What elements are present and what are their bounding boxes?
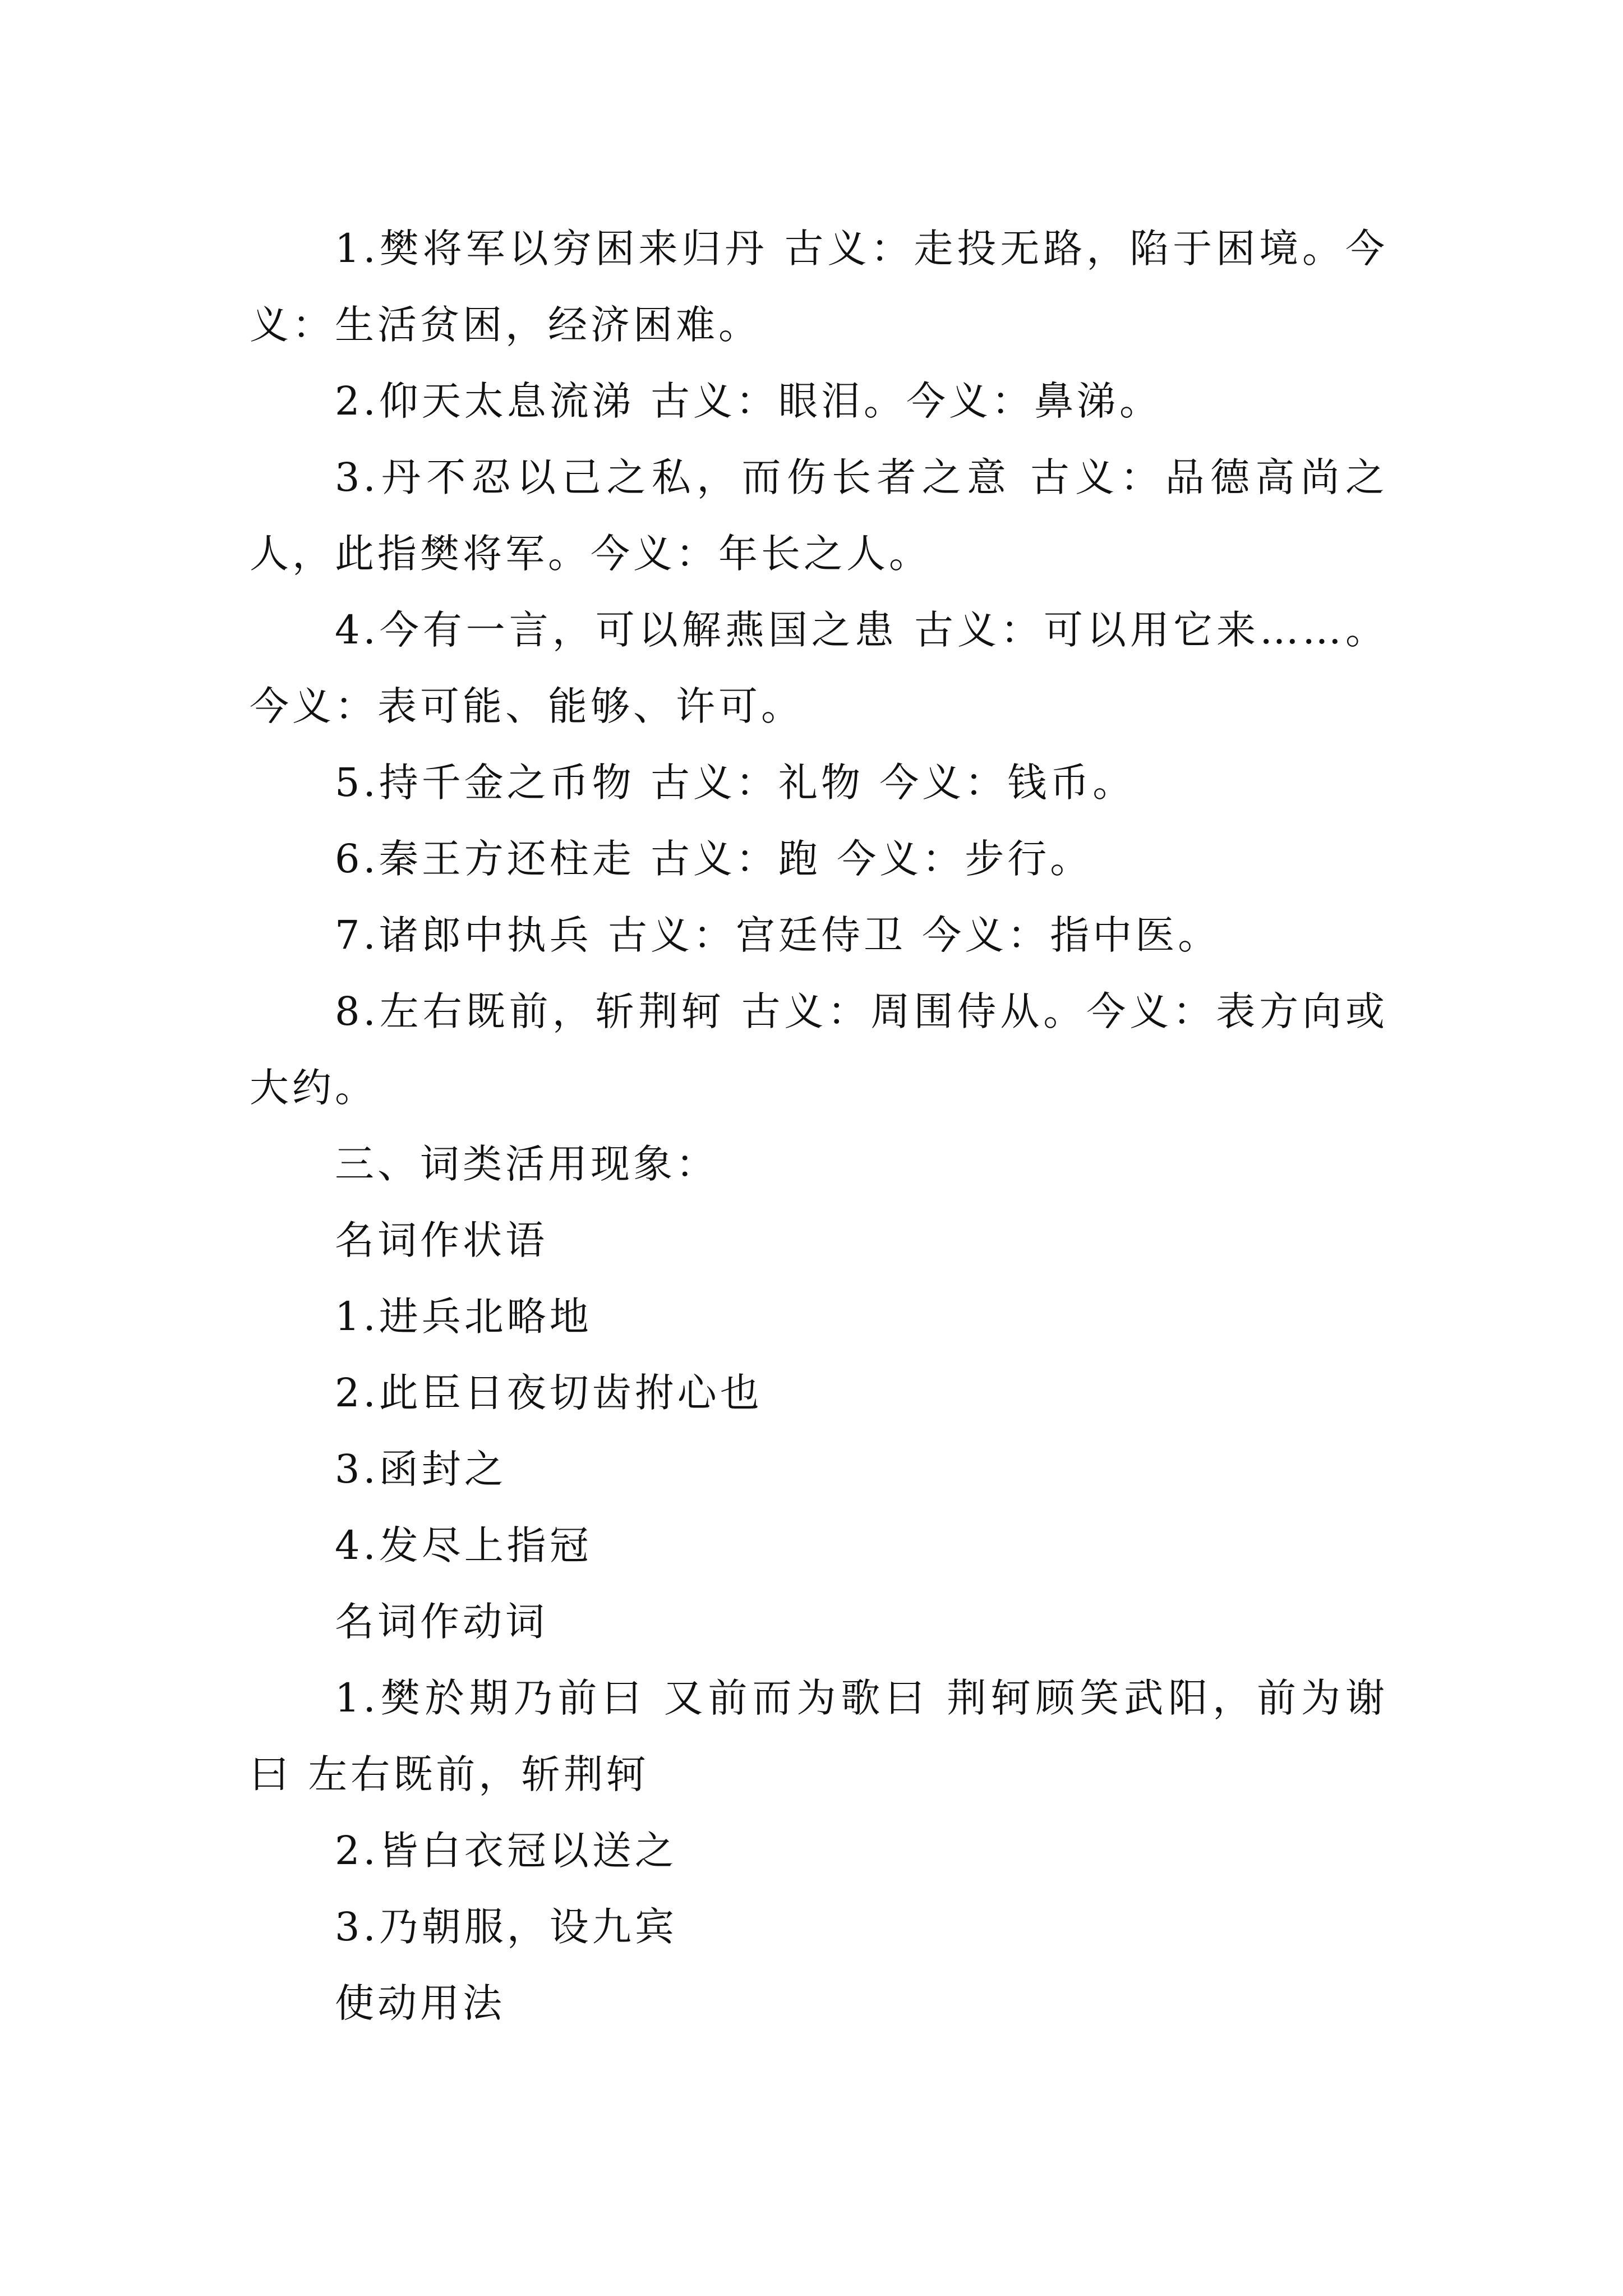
paragraph-5: 5.持千金之币物 古义：礼物 今义：钱币。 xyxy=(335,760,1136,806)
subheading-noun-as-verb: 名词作动词 xyxy=(335,1599,548,1645)
list-item: 3.函封之 xyxy=(335,1446,507,1492)
paragraph-3: 3.丹不忍以己之私，而伤长者之意 古义：品德高尚之人，此指樊将军。今义：年长之人。 xyxy=(250,454,1388,577)
list-item: 4.发尽上指冠 xyxy=(335,1522,592,1568)
paragraph-4: 4.今有一言，可以解燕国之患 古义：可以用它来……。今义：表可能、能够、许可。 xyxy=(250,607,1388,729)
section-heading-word-class: 三、词类活用现象： xyxy=(335,1141,718,1187)
paragraph-1: 1.樊将军以穷困来归丹 古义：走投无路，陷于困境。今义：生活贫困，经济困难。 xyxy=(250,226,1388,348)
list-item: 1.樊於期乃前曰 又前而为歌曰 荆轲顾笑武阳，前为谢曰 左右既前，斩荆轲 xyxy=(250,1675,1388,1797)
paragraph-6: 6.秦王方还柱走 古义：跑 今义：步行。 xyxy=(335,836,1093,882)
list-item: 3.乃朝服，设九宾 xyxy=(335,1904,677,1950)
paragraph-7: 7.诸郎中执兵 古义：宫廷侍卫 今义：指中医。 xyxy=(335,912,1221,958)
list-item: 1.进兵北略地 xyxy=(335,1294,592,1340)
subheading-noun-as-adverbial: 名词作状语 xyxy=(335,1217,548,1263)
subheading-causative-usage: 使动用法 xyxy=(335,1980,505,2026)
list-item: 2.此臣日夜切齿拊心也 xyxy=(335,1370,763,1416)
paragraph-2: 2.仰天太息流涕 古义：眼泪。今义：鼻涕。 xyxy=(335,378,1163,424)
document-body xyxy=(250,210,1388,2041)
paragraph-8: 8.左右既前，斩荆轲 古义：周围侍从。今义：表方向或大约。 xyxy=(250,988,1388,1111)
list-item: 2.皆白衣冠以送之 xyxy=(335,1828,677,1874)
